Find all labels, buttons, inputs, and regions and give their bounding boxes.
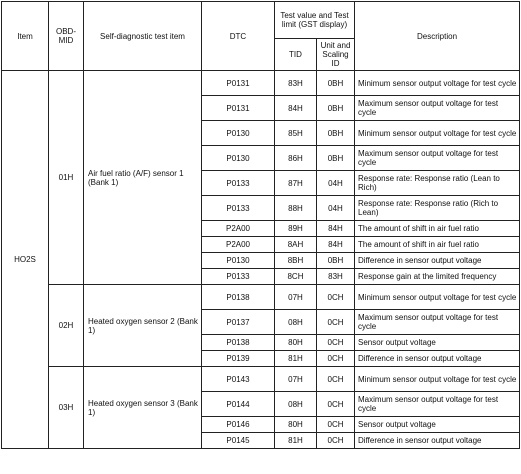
- tid-cell: 08H: [275, 392, 317, 417]
- description-cell: The amount of shift in air fuel ratio: [355, 237, 520, 253]
- description-cell: Sensor output voltage: [355, 417, 520, 433]
- unit-scaling-id-cell: 0CH: [317, 367, 355, 392]
- header-obd-mid: OBD- MID: [49, 2, 84, 71]
- description-cell: Difference in sensor output voltage: [355, 351, 520, 367]
- tid-cell: 87H: [275, 171, 317, 196]
- tid-cell: 8BH: [275, 253, 317, 269]
- table-header: [2, 2, 520, 71]
- dtc-cell: P0143: [202, 367, 275, 392]
- table-row: [2, 285, 520, 310]
- dtc-cell: P0137: [202, 310, 275, 335]
- unit-scaling-id-cell: 0BH: [317, 96, 355, 121]
- dtc-cell: P2A00: [202, 237, 275, 253]
- description-cell: Maximum sensor output voltage for test cycle: [355, 146, 520, 171]
- tid-cell: 8CH: [275, 269, 317, 285]
- header-tid: TID: [275, 39, 317, 71]
- unit-scaling-id-cell: 0CH: [317, 351, 355, 367]
- tid-cell: 07H: [275, 367, 317, 392]
- tid-cell: 83H: [275, 71, 317, 96]
- dtc-cell: P0130: [202, 121, 275, 146]
- description-cell: Minimum sensor output voltage for test cycle: [355, 71, 520, 96]
- description-cell: Response rate: Response ratio (Rich to Lean): [355, 196, 520, 221]
- tid-cell: 08H: [275, 310, 317, 335]
- dtc-cell: P0131: [202, 96, 275, 121]
- test-item-cell: Heated oxygen sensor 3 (Bank 1): [84, 367, 202, 449]
- unit-scaling-id-cell: 0CH: [317, 392, 355, 417]
- tid-cell: 07H: [275, 285, 317, 310]
- unit-scaling-id-cell: 0BH: [317, 121, 355, 146]
- dtc-cell: P0144: [202, 392, 275, 417]
- description-cell: Minimum sensor output voltage for test cycle: [355, 285, 520, 310]
- table-body: [2, 71, 520, 449]
- dtc-cell: P0133: [202, 269, 275, 285]
- dtc-cell: P0133: [202, 196, 275, 221]
- description-cell: Minimum sensor output voltage for test cycle: [355, 367, 520, 392]
- tid-cell: 85H: [275, 121, 317, 146]
- dtc-cell: P0139: [202, 351, 275, 367]
- dtc-cell: P2A00: [202, 221, 275, 237]
- description-cell: Sensor output voltage: [355, 335, 520, 351]
- dtc-cell: P0130: [202, 146, 275, 171]
- unit-scaling-id-cell: 0BH: [317, 71, 355, 96]
- tid-cell: 84H: [275, 96, 317, 121]
- unit-scaling-id-cell: 0CH: [317, 335, 355, 351]
- unit-scaling-id-cell: 0BH: [317, 253, 355, 269]
- description-cell: Minimum sensor output voltage for test cycle: [355, 121, 520, 146]
- obd-mid-cell: 01H: [49, 71, 84, 285]
- tid-cell: 86H: [275, 146, 317, 171]
- tid-cell: 81H: [275, 351, 317, 367]
- unit-scaling-id-cell: 0CH: [317, 310, 355, 335]
- unit-scaling-id-cell: 0CH: [317, 417, 355, 433]
- description-cell: Response rate: Response ratio (Lean to Rich): [355, 171, 520, 196]
- description-cell: Maximum sensor output voltage for test cycle: [355, 392, 520, 417]
- description-cell: Response gain at the limited frequency: [355, 269, 520, 285]
- unit-scaling-id-cell: 04H: [317, 171, 355, 196]
- description-cell: Difference in sensor output voltage: [355, 433, 520, 449]
- dtc-cell: P0133: [202, 171, 275, 196]
- header-unit-scaling-id: Unit and Scaling ID: [317, 39, 355, 71]
- dtc-cell: P0146: [202, 417, 275, 433]
- obd-mid-cell: 03H: [49, 367, 84, 449]
- description-cell: The amount of shift in air fuel ratio: [355, 221, 520, 237]
- tid-cell: 80H: [275, 417, 317, 433]
- tid-cell: 8AH: [275, 237, 317, 253]
- header-test-item: Self-diagnostic test item: [84, 2, 202, 71]
- obd-monitor-table: [1, 1, 520, 449]
- description-cell: Maximum sensor output voltage for test cycle: [355, 310, 520, 335]
- header-item: Item: [2, 2, 49, 71]
- tid-cell: 88H: [275, 196, 317, 221]
- tid-cell: 80H: [275, 335, 317, 351]
- header-description: Description: [355, 2, 520, 71]
- description-cell: Difference in sensor output voltage: [355, 253, 520, 269]
- tid-cell: 81H: [275, 433, 317, 449]
- unit-scaling-id-cell: 83H: [317, 269, 355, 285]
- unit-scaling-id-cell: 04H: [317, 196, 355, 221]
- header-test-value-group: Test value and Test limit (GST display): [275, 2, 355, 39]
- item-cell: HO2S: [2, 71, 49, 449]
- test-item-cell: Air fuel ratio (A/F) sensor 1 (Bank 1): [84, 71, 202, 285]
- dtc-cell: P0131: [202, 71, 275, 96]
- description-cell: Maximum sensor output voltage for test cycle: [355, 96, 520, 121]
- dtc-cell: P0138: [202, 285, 275, 310]
- tid-cell: 89H: [275, 221, 317, 237]
- dtc-cell: P0138: [202, 335, 275, 351]
- unit-scaling-id-cell: 0BH: [317, 146, 355, 171]
- test-item-cell: Heated oxygen sensor 2 (Bank 1): [84, 285, 202, 367]
- table-row: [2, 71, 520, 96]
- unit-scaling-id-cell: 84H: [317, 221, 355, 237]
- unit-scaling-id-cell: 0CH: [317, 285, 355, 310]
- header-dtc: DTC: [202, 2, 275, 71]
- dtc-cell: P0145: [202, 433, 275, 449]
- obd-table-container: [1, 1, 520, 449]
- table-row: [2, 367, 520, 392]
- obd-mid-cell: 02H: [49, 285, 84, 367]
- unit-scaling-id-cell: 84H: [317, 237, 355, 253]
- unit-scaling-id-cell: 0CH: [317, 433, 355, 449]
- dtc-cell: P0130: [202, 253, 275, 269]
